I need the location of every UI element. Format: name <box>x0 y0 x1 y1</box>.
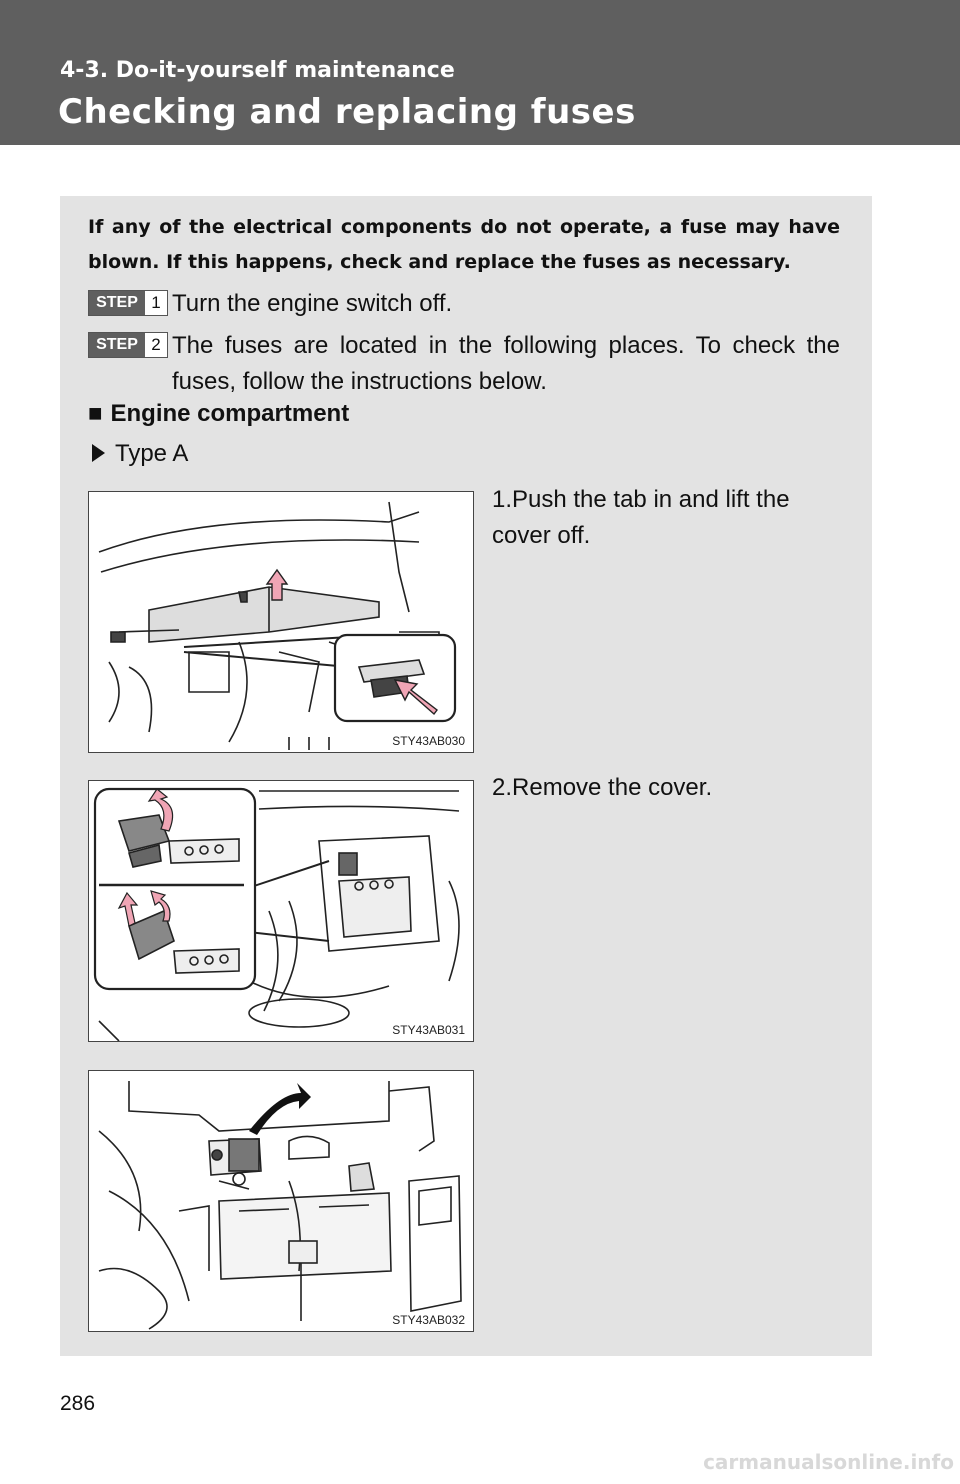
subheading: ■ Engine compartment <box>88 400 350 427</box>
instruction-2: 2.Remove the cover. <box>492 774 713 801</box>
engine-cover-illustration <box>89 492 473 752</box>
square-bullet-icon: ■ <box>88 400 103 427</box>
intro-text: If any of the electrical components do not operate, a fuse may have blown. If this happens, check and replace the fuses as necessary. <box>88 216 840 273</box>
instruction-1: 1.Push the tab in and lift the cover off. <box>492 486 790 549</box>
page-header <box>0 0 960 145</box>
figure-code: STY43AB031 <box>392 1023 465 1037</box>
figure-code: STY43AB032 <box>392 1313 465 1327</box>
battery-cover-illustration <box>89 781 473 1041</box>
fuse-box-illustration <box>89 1071 473 1331</box>
page-number: 286 <box>60 1392 96 1415</box>
figure-3 <box>88 1070 474 1332</box>
step-text: The fuses are located in the following places. To check the fuses, follow the instructions below. <box>172 332 840 395</box>
step-badge: STEP 1 <box>88 290 168 316</box>
type-label: Type A <box>92 440 188 468</box>
figure-2 <box>88 780 474 1042</box>
figure-1 <box>88 491 474 753</box>
step-badge: STEP 2 <box>88 332 168 358</box>
section-label: 4-3. Do-it-yourself maintenance <box>60 58 455 83</box>
step-text: Turn the engine switch off. <box>172 290 453 317</box>
triangle-bullet-icon <box>92 444 105 462</box>
watermark: carmanualsonline.info <box>703 1450 954 1474</box>
page-title: Checking and replacing fuses <box>58 92 636 132</box>
figure-code: STY43AB030 <box>392 734 465 748</box>
